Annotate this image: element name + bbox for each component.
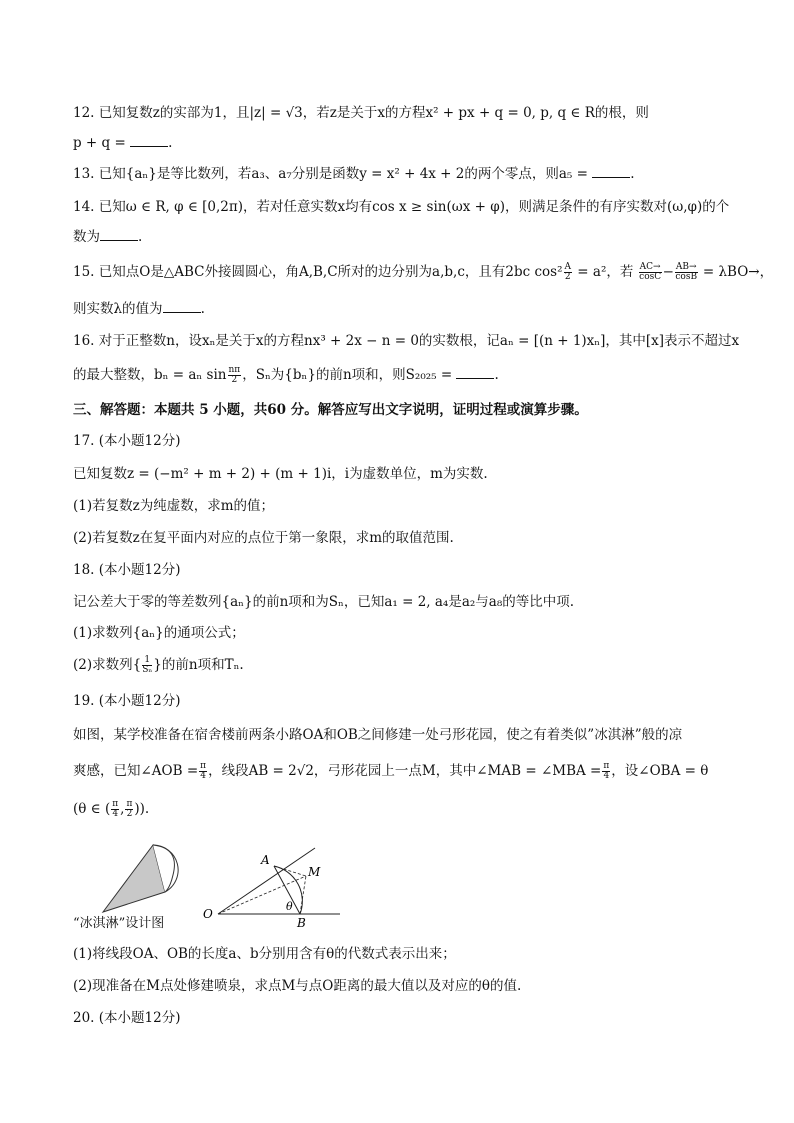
q16-line2: 的最大整数，bₙ = aₙ sin $\frac{n\pi}{2}$ ，Sₙ为{bₙ}的前n项和，则S₂₀₂₅ = . <box>73 365 499 385</box>
answer-blank[interactable] <box>130 134 168 147</box>
q15-text-b: = a²，若 <box>577 264 634 280</box>
q12-text: 12. 已知复数z的实部为1，且|z| = √3，若z是关于x的方程x² + px + q = 0, p, q ∈ R的根，则 <box>73 105 649 121</box>
frac-den: 2 <box>126 809 133 819</box>
frac-pi-4 <box>602 762 610 781</box>
comma: , <box>120 801 125 817</box>
q17-stem: 已知复数z = (−m² + m + 2) + (m + 1)i，i为虚数单位，m为实数. <box>73 466 488 482</box>
q17-part2: (2)若复数z在复平面内对应的点位于第一象限，求m的取值范围. <box>73 530 454 546</box>
frac-num: π <box>200 761 207 771</box>
frac-num: AC→ <box>639 262 661 272</box>
q18-part2-a: (2)求数列{ <box>73 657 142 673</box>
q18-part2 <box>73 656 244 675</box>
answer-blank[interactable] <box>592 165 630 178</box>
q19-text-d: (θ ∈ ( <box>73 801 111 817</box>
q19-text-b: ，线段AB = 2√2，弓形花园上一点M，其中∠MAB = ∠MBA = <box>208 763 602 779</box>
label-o: O <box>203 907 213 921</box>
q13-text: 13. 已知{aₙ}是等比数列，若a₃、a₇分别是函数y = x² + 4x + 2的两个零点，则a₅ = <box>73 166 588 182</box>
q20-heading: 20. (本小题12分) <box>73 1010 181 1026</box>
segment-bm <box>300 876 306 914</box>
q18-heading: 18. (本小题12分) <box>73 562 181 578</box>
q19-heading: 19. (本小题12分) <box>73 693 181 709</box>
label-a: A <box>261 853 270 867</box>
q15-text-c: = λBO→， <box>702 264 774 280</box>
frac-den: 2 <box>231 375 238 385</box>
geometry-figure <box>200 838 345 928</box>
ice-cream-figure <box>95 830 185 915</box>
frac-num: 1 <box>142 656 152 666</box>
minus-sign: − <box>662 264 674 280</box>
q19-text-e: )). <box>134 801 150 817</box>
q15-line2: 则实数λ的值为 . <box>73 301 205 317</box>
frac-den: Sₙ <box>142 665 153 675</box>
frac-pi-4 <box>199 762 207 781</box>
frac-npi-2 <box>228 366 242 385</box>
label-theta: θ <box>286 900 293 913</box>
frac-den: cosC <box>639 272 662 282</box>
q19-line1: 如图，某学校准备在宿舍楼前两条小路OA和OB之间修建一处弓形花园，使之有着类似”冰淇淋”般的凉 <box>73 727 683 743</box>
label-b: B <box>297 916 306 928</box>
q12-line1 <box>73 104 649 122</box>
frac-num: A <box>564 262 571 272</box>
q12-answer-label: p + q = <box>73 135 126 151</box>
q16-line1 <box>73 332 739 350</box>
frac-num: π <box>112 799 119 809</box>
q16-text-b: ，Sₙ为{bₙ}的前n项和，则S₂₀₂₅ = <box>242 367 453 383</box>
frac-1-sn <box>142 656 152 675</box>
q17-part1: (1)若复数z为纯虚数，求m的值； <box>73 498 275 514</box>
q19-text-c: ，设∠OBA = θ <box>611 763 709 779</box>
frac-den: 4 <box>200 771 206 781</box>
q14-line2: 数为 . <box>73 229 143 245</box>
q14-line1 <box>73 198 729 216</box>
q19-line2 <box>73 762 708 781</box>
frac-num: nπ <box>228 365 241 375</box>
frac-pi-4 <box>111 800 119 819</box>
q14-text-2: 数为 <box>73 229 100 245</box>
frac-pi-2 <box>125 800 133 819</box>
q15-line1 <box>73 263 773 282</box>
frac-num: AB→ <box>675 262 697 272</box>
answer-blank[interactable] <box>456 366 494 379</box>
q19-line3 <box>73 800 149 819</box>
answer-blank[interactable] <box>100 228 138 241</box>
q18-part2-b: }的前n项和Tₙ. <box>153 657 244 673</box>
answer-blank[interactable] <box>163 300 201 313</box>
q17-heading: 17. (本小题12分) <box>73 433 181 449</box>
frac-den: 4 <box>603 771 610 781</box>
frac-den: cosB <box>675 272 698 282</box>
frac-num: π <box>603 761 610 771</box>
q18-part1: (1)求数列{aₙ}的通项公式； <box>73 625 245 641</box>
q19-text-a: 爽感，已知∠AOB = <box>73 763 199 779</box>
frac-ac-cosc <box>639 263 662 282</box>
q15-text-2: 则实数λ的值为 <box>73 301 163 317</box>
q12-line2: p + q = . <box>73 135 173 151</box>
q19-part2: (2)现准备在M点处修建喷泉，求点M与点O距离的最大值以及对应的θ的值. <box>73 978 522 994</box>
frac-den: 2 <box>564 272 571 282</box>
segment-om <box>218 876 306 914</box>
q13-line1: 13. 已知{aₙ}是等比数列，若a₃、a₇分别是函数y = x² + 4x + 2的两个零点，则a₅ = . <box>73 166 635 182</box>
label-m: M <box>308 865 321 879</box>
frac-den: 4 <box>112 809 119 819</box>
q14-text: 14. 已知ω ∈ R, φ ∈ [0,2π)，若对任意实数x均有cos x ≥ sin(ωx + φ)，则满足条件的有序实数对(ω,φ)的个 <box>73 199 730 215</box>
frac-a-over-2 <box>564 263 573 282</box>
q15-text-a: 15. 已知点O是△ABC外接圆圆心，角A,B,C所对的边分别为a,b,c，且有2bc cos² <box>73 264 563 280</box>
frac-ab-cosb <box>675 263 698 282</box>
section-heading: 三、解答题：本题共 5 小题，共60 分。解答应写出文字说明，证明过程或演算步骤。 <box>73 402 588 418</box>
q18-stem: 记公差大于零的等差数列{aₙ}的前n项和为Sₙ，已知a₁ = 2, a₄是a₂与a₈的等比中项. <box>73 594 575 610</box>
q16-text-a: 的最大整数，bₙ = aₙ sin <box>73 367 227 383</box>
q19-part1: (1)将线段OA、OB的长度a、b分别用含有θ的代数式表示出来； <box>73 946 456 962</box>
frac-num: π <box>126 799 133 809</box>
figure-caption: “冰淇淋”设计图 <box>73 916 165 931</box>
q16-text: 16. 对于正整数n，设xₙ是关于x的方程nx³ + 2x − n = 0的实数根，记aₙ = [(n + 1)xₙ]，其中[x]表示不超过x <box>73 333 740 349</box>
